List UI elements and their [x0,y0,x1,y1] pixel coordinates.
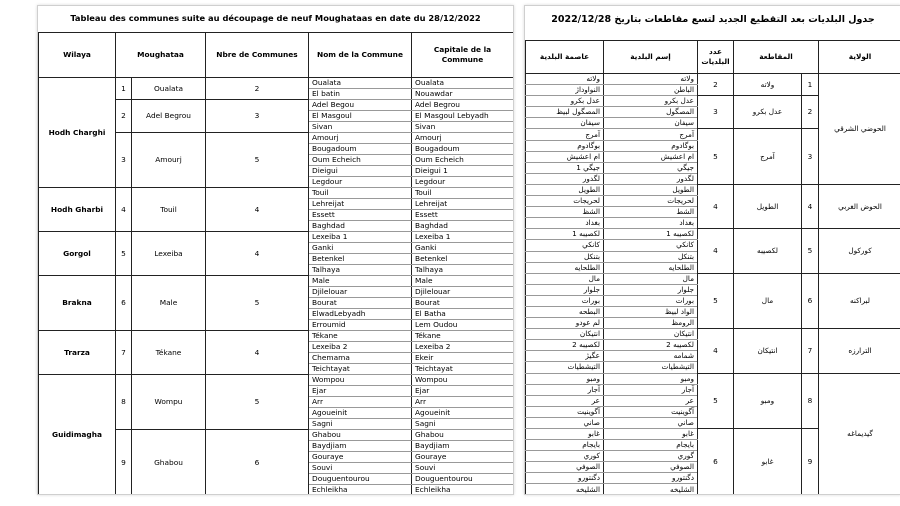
commune-capital-cell: سيفان [526,118,604,129]
commune-name-cell: Sivan [309,122,412,133]
commune-name-cell: Teichtayat [309,364,412,375]
commune-name-cell: Agoueinit [309,408,412,419]
arabic-communes-table [525,40,900,495]
table-row [526,184,900,195]
moughataa-name-cell: Adel Begrou [132,100,206,133]
communes-count-cell: 6 [698,429,734,496]
commune-capital-cell: الصوفي [526,462,604,473]
commune-name-cell: ElwadLebyadh [309,309,412,320]
wilaya-cell: Hodh Gharbi [39,188,116,232]
commune-capital-cell: Wompou [412,375,514,386]
moughataa-name-cell: ومبو [734,373,802,428]
commune-name-cell: Baghdad [309,221,412,232]
commune-capital-cell: Nouawdar [412,89,514,100]
moughataa-number-cell: 1 [802,74,819,96]
commune-name-cell: لحريجات [604,196,698,207]
moughataa-number-cell: 3 [802,129,819,184]
commune-capital-cell: لكصيبه 1 [526,229,604,240]
moughataa-number-cell: 1 [116,78,132,100]
communes-count-cell: 6 [206,430,309,496]
commune-capital-cell: Ganki [412,243,514,254]
communes-count-cell: 5 [698,373,734,428]
commune-capital-cell: الطلحايه [526,262,604,273]
table-header-row [39,33,514,78]
commune-name-cell: Ghabou [309,430,412,441]
wilaya-cell: الحوض الغربي [819,184,900,228]
commune-name-cell: Arr [309,397,412,408]
communes-count-cell: 4 [206,188,309,232]
commune-capital-cell: عر [526,395,604,406]
header-nom-commune: Nom de la Commune [309,33,412,78]
wilaya-cell: Hodh Charghi [39,78,116,188]
communes-count-cell: 5 [206,133,309,188]
moughataa-name-cell: غابو [734,429,802,496]
communes-count-cell: 4 [206,232,309,276]
header-wilaya: Wilaya [39,33,116,78]
wilaya-cell: لبراكنه [819,273,900,328]
table-header-row [526,41,900,74]
communes-count-cell: 5 [698,273,734,328]
communes-count-cell: 4 [206,331,309,375]
commune-capital-cell: بغداد [526,218,604,229]
commune-capital-cell: الشظ [526,207,604,218]
commune-capital-cell: Lexeiba 2 [412,342,514,353]
commune-name-cell: الطلحايه [604,262,698,273]
commune-capital-cell: بايجام [526,440,604,451]
header-moughataa-ar: المقاطعة [734,41,819,74]
commune-capital-cell: الطويل [526,184,604,195]
commune-capital-cell: Arr [412,397,514,408]
moughataa-number-cell: 8 [802,373,819,428]
moughataa-name-cell: ولاته [734,74,802,96]
commune-capital-cell: Douguentourou [412,474,514,485]
commune-capital-cell: غابو [526,429,604,440]
commune-name-cell: Oum Echeich [309,155,412,166]
commune-name-cell: Erroumid [309,320,412,331]
commune-capital-cell: Bougadoum [412,144,514,155]
moughataa-number-cell: 4 [802,184,819,228]
commune-capital-cell: عدل بكرو [526,96,604,107]
commune-name-cell: Bourat [309,298,412,309]
moughataa-name-cell: Touil [132,188,206,232]
commune-name-cell: Dieigui [309,166,412,177]
commune-capital-cell: Echleikha [412,485,514,496]
commune-capital-cell: كوري [526,451,604,462]
commune-name-cell: Betenkel [309,254,412,265]
moughataa-name-cell: لكصيبه [734,229,802,273]
commune-name-cell: انتيكان [604,329,698,340]
moughataa-number-cell: 9 [802,429,819,496]
commune-name-cell: Male [309,276,412,287]
commune-name-cell: لكصيبه 1 [604,229,698,240]
table-row [39,188,514,199]
commune-name-cell: المصگول [604,107,698,118]
commune-capital-cell: Sagni [412,419,514,430]
commune-capital-cell: Talhaya [412,265,514,276]
commune-name-cell: الشليخه [604,484,698,495]
commune-capital-cell: ولاته [526,74,604,85]
commune-name-cell: عر [604,395,698,406]
wilaya-cell: Guidimagha [39,375,116,496]
moughataa-number-cell: 8 [116,375,132,430]
commune-capital-cell: Legdour [412,177,514,188]
moughataa-name-cell: Oualata [132,78,206,100]
wilaya-cell: گيديماغه [819,373,900,495]
commune-capital-cell: عگيژ [526,351,604,362]
commune-name-cell: Echleikha [309,485,412,496]
commune-capital-cell: الشليخه [526,484,604,495]
moughataa-name-cell: انتيكان [734,329,802,373]
commune-name-cell: Amourj [309,133,412,144]
commune-capital-cell: Agoueinit [412,408,514,419]
commune-capital-cell: Ghabou [412,430,514,441]
table-row [526,273,900,284]
commune-capital-cell: Bourat [412,298,514,309]
commune-name-cell: آجار [604,384,698,395]
commune-capital-cell: ام اعشيش [526,151,604,162]
commune-name-cell: Talhaya [309,265,412,276]
communes-count-cell: 3 [698,96,734,129]
commune-name-cell: گوري [604,451,698,462]
commune-capital-cell: لگدور [526,173,604,184]
commune-name-cell: Wompou [309,375,412,386]
commune-capital-cell: التيشطيات [526,362,604,373]
commune-capital-cell: Adel Begrou [412,100,514,111]
commune-capital-cell: Lem Oudou [412,320,514,331]
commune-name-cell: مال [604,273,698,284]
commune-capital-cell: Lehreijat [412,199,514,210]
commune-capital-cell: Souvi [412,463,514,474]
commune-name-cell: Tékane [309,331,412,342]
commune-name-cell: Bougadoum [309,144,412,155]
commune-name-cell: لكصيبه 2 [604,340,698,351]
header-capitale-commune: Capitale de la Commune [412,33,514,78]
commune-name-cell: ولاته [604,74,698,85]
commune-capital-cell: المصگول لبيظ [526,107,604,118]
commune-capital-cell: بورات [526,295,604,306]
table-row [39,331,514,342]
moughataa-number-cell: 5 [116,232,132,276]
moughataa-name-cell: Wompu [132,375,206,430]
moughataa-name-cell: مال [734,273,802,328]
commune-name-cell: الرومظ [604,318,698,329]
commune-name-cell: الصوفي [604,462,698,473]
moughataa-name-cell: آمرج [734,129,802,184]
commune-capital-cell: آمرج [526,129,604,140]
commune-name-cell: Touil [309,188,412,199]
moughataa-name-cell: الطويل [734,184,802,228]
commune-capital-cell: Essett [412,210,514,221]
moughataa-number-cell: 5 [802,229,819,273]
communes-count-cell: 2 [206,78,309,100]
commune-capital-cell: El Batha [412,309,514,320]
commune-name-cell: Gouraye [309,452,412,463]
commune-capital-cell: El Masgoul Lebyadh [412,111,514,122]
commune-capital-cell: لم عودو [526,318,604,329]
commune-capital-cell: Betenkel [412,254,514,265]
commune-name-cell: Ejar [309,386,412,397]
wilaya-cell: Brakna [39,276,116,331]
wilaya-cell: الترارزه [819,329,900,373]
table-row [39,232,514,243]
commune-capital-cell: جلوار [526,284,604,295]
commune-name-cell: Lexeiba 2 [309,342,412,353]
commune-capital-cell: لحريجات [526,196,604,207]
communes-count-cell: 5 [206,375,309,430]
moughataa-number-cell: 3 [116,133,132,188]
header-moughataa: Moughataa [116,33,206,78]
communes-count-cell: 3 [206,100,309,133]
commune-name-cell: Legdour [309,177,412,188]
moughataa-name-cell: Tékane [132,331,206,375]
moughataa-number-cell: 7 [802,329,819,373]
commune-capital-cell: مال [526,273,604,284]
commune-capital-cell: Teichtayat [412,364,514,375]
moughataa-name-cell: Lexeiba [132,232,206,276]
commune-name-cell: الشط [604,207,698,218]
header-capitale-commune-ar: عاصمة البلدية [526,41,604,74]
commune-name-cell: صاني [604,417,698,428]
commune-capital-cell: كانكي [526,240,604,251]
table-row [526,329,900,340]
arabic-table-title: جدول البلديات بعد التقطيع الجديد لتسع مقاطعات بتاريخ 2022/12/28 [551,14,875,25]
commune-capital-cell: Lexeiba 1 [412,232,514,243]
commune-capital-cell: النواوداژ [526,85,604,96]
commune-name-cell: Sagni [309,419,412,430]
commune-capital-cell: Dieigui 1 [412,166,514,177]
communes-count-cell: 2 [698,74,734,96]
commune-name-cell: بايجام [604,440,698,451]
commune-name-cell: شمامه [604,351,698,362]
commune-name-cell: Djilelouar [309,287,412,298]
moughataa-name-cell: Ghabou [132,430,206,496]
french-table-title: Tableau des communes suite au découpage de neuf Moughataas en date du 28/12/2022 [70,13,481,23]
commune-capital-cell: Touil [412,188,514,199]
commune-name-cell: الواد لبيظ [604,306,698,317]
commune-capital-cell: Oualata [412,78,514,89]
commune-capital-cell: Ejar [412,386,514,397]
commune-name-cell: كانكي [604,240,698,251]
moughataa-number-cell: 2 [802,96,819,129]
moughataa-name-cell: عدل بكرو [734,96,802,129]
commune-capital-cell: آجار [526,384,604,395]
commune-capital-cell: Baghdad [412,221,514,232]
commune-name-cell: لگدور [604,173,698,184]
commune-name-cell: بتنكل [604,251,698,262]
commune-capital-cell: البطحه [526,306,604,317]
commune-capital-cell: Male [412,276,514,287]
moughataa-name-cell: Male [132,276,206,331]
commune-name-cell: جلوار [604,284,698,295]
commune-capital-cell: ومبو [526,373,604,384]
french-communes-table [38,32,514,495]
communes-count-cell: 4 [698,329,734,373]
commune-capital-cell: Ekeir [412,353,514,364]
commune-name-cell: آگوينيت [604,406,698,417]
commune-name-cell: دگنتورو [604,473,698,484]
table-row [39,78,514,89]
communes-count-cell: 5 [698,129,734,184]
moughataa-number-cell: 7 [116,331,132,375]
commune-name-cell: Lexeiba 1 [309,232,412,243]
commune-capital-cell: لكصيبه 2 [526,340,604,351]
commune-capital-cell: Oum Echeich [412,155,514,166]
commune-name-cell: Baydjiam [309,441,412,452]
moughataa-number-cell: 2 [116,100,132,133]
wilaya-cell: Trarza [39,331,116,375]
commune-capital-cell: Baydjiam [412,441,514,452]
table-row [526,74,900,85]
wilaya-cell: Gorgol [39,232,116,276]
commune-name-cell: الطويل [604,184,698,195]
commune-name-cell: سيفان [604,118,698,129]
moughataa-number-cell: 6 [802,273,819,328]
commune-name-cell: التيشطيات [604,362,698,373]
commune-name-cell: Souvi [309,463,412,474]
header-wilaya-ar: الولاية [819,41,900,74]
header-nbre-communes-ar: عدد البلديات [698,41,734,74]
commune-name-cell: Lehreijat [309,199,412,210]
commune-name-cell: آمرج [604,129,698,140]
commune-name-cell: ومبو [604,373,698,384]
commune-name-cell: Douguentourou [309,474,412,485]
header-nom-commune-ar: إسم البلدية [604,41,698,74]
table-row [39,375,514,386]
commune-capital-cell: Sivan [412,122,514,133]
commune-name-cell: جيگي [604,162,698,173]
moughataa-number-cell: 6 [116,276,132,331]
commune-name-cell: الباطن [604,85,698,96]
commune-capital-cell: Djilelouar [412,287,514,298]
commune-capital-cell: دگنتورو [526,473,604,484]
french-document-page [37,5,514,495]
commune-name-cell: بوگادوم [604,140,698,151]
commune-capital-cell: Tékane [412,331,514,342]
commune-capital-cell: جيگي 1 [526,162,604,173]
table-row [526,229,900,240]
commune-name-cell: Adel Begou [309,100,412,111]
commune-name-cell: El Masgoul [309,111,412,122]
header-nbre-communes: Nbre de Communes [206,33,309,78]
commune-name-cell: Essett [309,210,412,221]
arabic-document-page [524,5,900,495]
commune-name-cell: Ganki [309,243,412,254]
commune-capital-cell: بتنكل [526,251,604,262]
commune-capital-cell: آگوينيت [526,406,604,417]
moughataa-number-cell: 9 [116,430,132,496]
communes-count-cell: 4 [698,184,734,228]
communes-count-cell: 4 [698,229,734,273]
moughataa-name-cell: Amourj [132,133,206,188]
commune-capital-cell: Amourj [412,133,514,144]
wilaya-cell: كوركول [819,229,900,273]
communes-count-cell: 5 [206,276,309,331]
commune-name-cell: عدل بكرو [604,96,698,107]
commune-name-cell: ام اعشيش [604,151,698,162]
table-row [526,373,900,384]
commune-name-cell: Oualata [309,78,412,89]
commune-name-cell: غابو [604,429,698,440]
commune-name-cell: Chemama [309,353,412,364]
wilaya-cell: الحوضي الشرقي [819,74,900,185]
commune-name-cell: El batin [309,89,412,100]
moughataa-number-cell: 4 [116,188,132,232]
commune-capital-cell: Gouraye [412,452,514,463]
commune-capital-cell: صاني [526,417,604,428]
commune-capital-cell: بوگادوم [526,140,604,151]
commune-name-cell: بغداد [604,218,698,229]
commune-capital-cell: انتيكان [526,329,604,340]
table-row [39,276,514,287]
commune-name-cell: بورات [604,295,698,306]
